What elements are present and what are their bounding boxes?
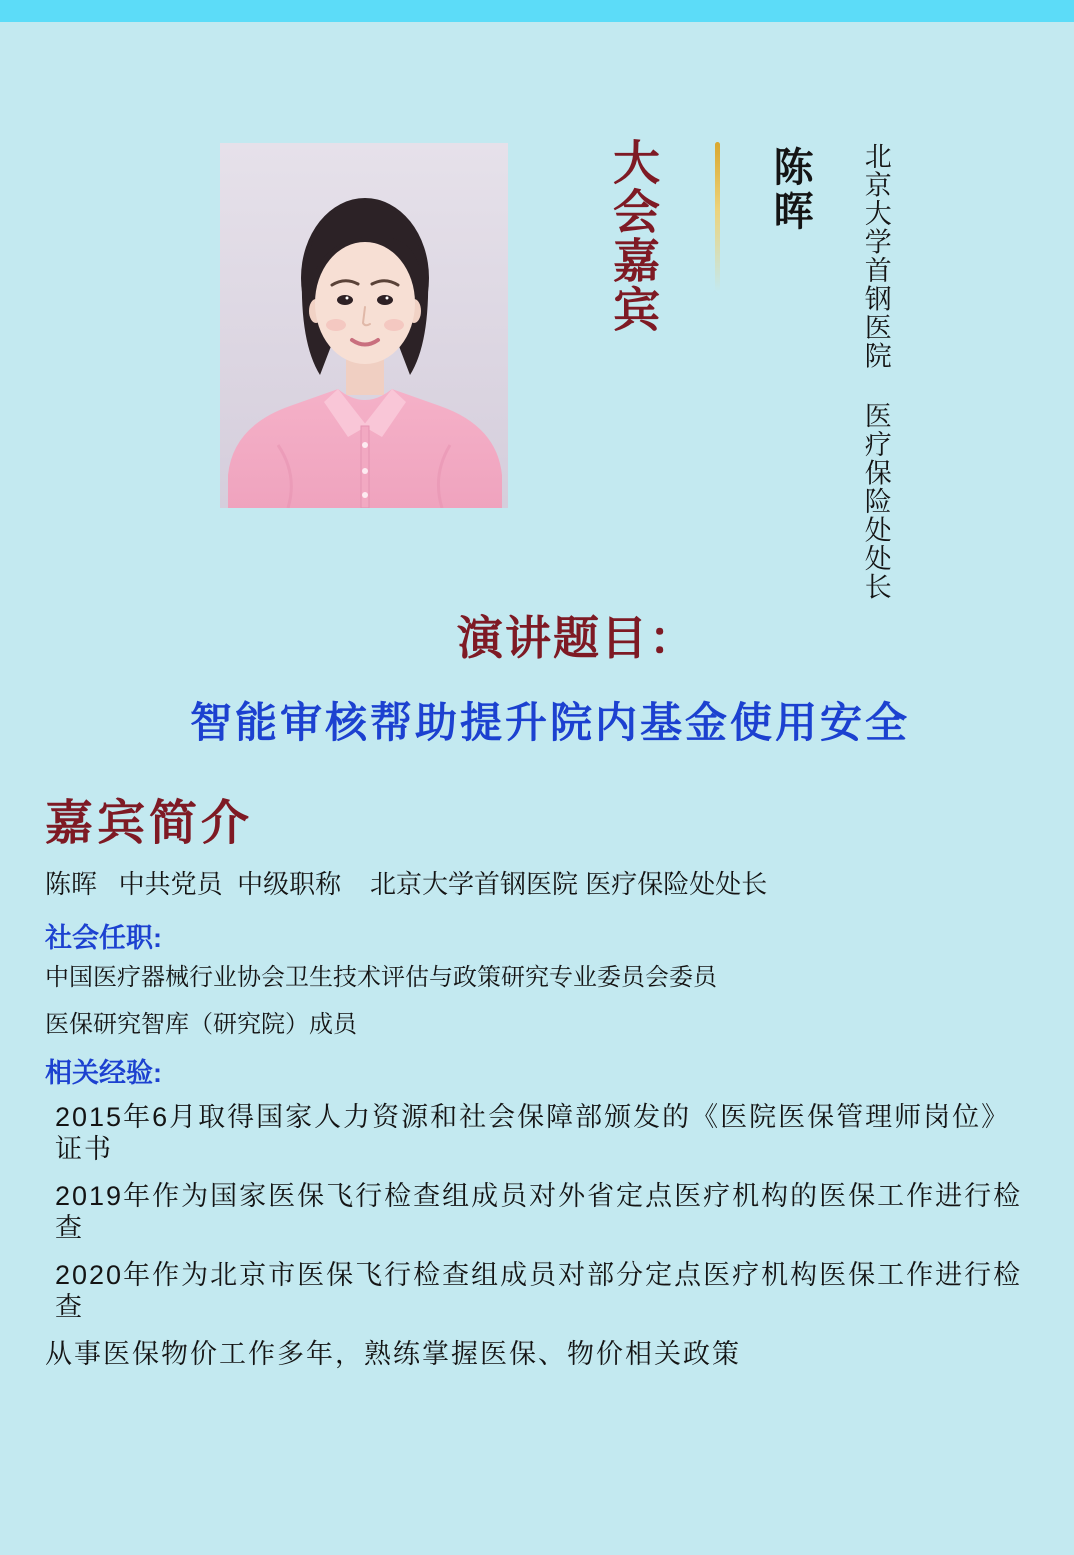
social-roles-label: 社会任职: bbox=[45, 923, 162, 954]
speaker-summary-line: 陈晖 中共党员 中级职称 北京大学首钢医院 医疗保险处处长 bbox=[45, 869, 768, 900]
social-role-item: 中国医疗器械行业协会卫生技术评估与政策研究专业委员会委员 bbox=[45, 963, 717, 991]
guest-label: 大会嘉宾 bbox=[606, 138, 658, 334]
bio-section-title: 嘉宾简介 bbox=[45, 797, 254, 850]
topic-title: 智能审核帮助提升院内基金使用安全 bbox=[189, 699, 910, 746]
speaker-photo bbox=[220, 143, 508, 508]
top-accent-bar bbox=[0, 0, 1074, 22]
experience-item: 从事医保物价工作多年，熟练掌握医保、物价相关政策 bbox=[45, 1339, 741, 1370]
experience-label: 相关经验: bbox=[45, 1057, 162, 1088]
portrait-illustration bbox=[220, 143, 508, 508]
eye-left bbox=[337, 295, 353, 305]
gold-divider-line bbox=[715, 142, 720, 292]
experience-item: 2019年作为国家医保飞行检查组成员对外省定点医疗机构的医保工作进行检查 bbox=[55, 1181, 1023, 1244]
topic-label: 演讲题目： bbox=[457, 612, 697, 664]
bio-section bbox=[45, 796, 1035, 1385]
experience-item: 2015年6月取得国家人力资源和社会保障部颁发的《医院医保管理师岗位》证书 bbox=[55, 1102, 1011, 1165]
eye-right bbox=[377, 295, 393, 305]
experience-item: 2020年作为北京市医保飞行检查组成员对部分定点医疗机构医保工作进行检查 bbox=[55, 1260, 1023, 1323]
speaker-affiliation: 北京大学首钢医院 医疗保险处处长 bbox=[860, 142, 891, 601]
social-role-item: 医保研究智库（研究院）成员 bbox=[45, 1010, 357, 1038]
speaker-name: 陈晖 bbox=[768, 146, 812, 234]
